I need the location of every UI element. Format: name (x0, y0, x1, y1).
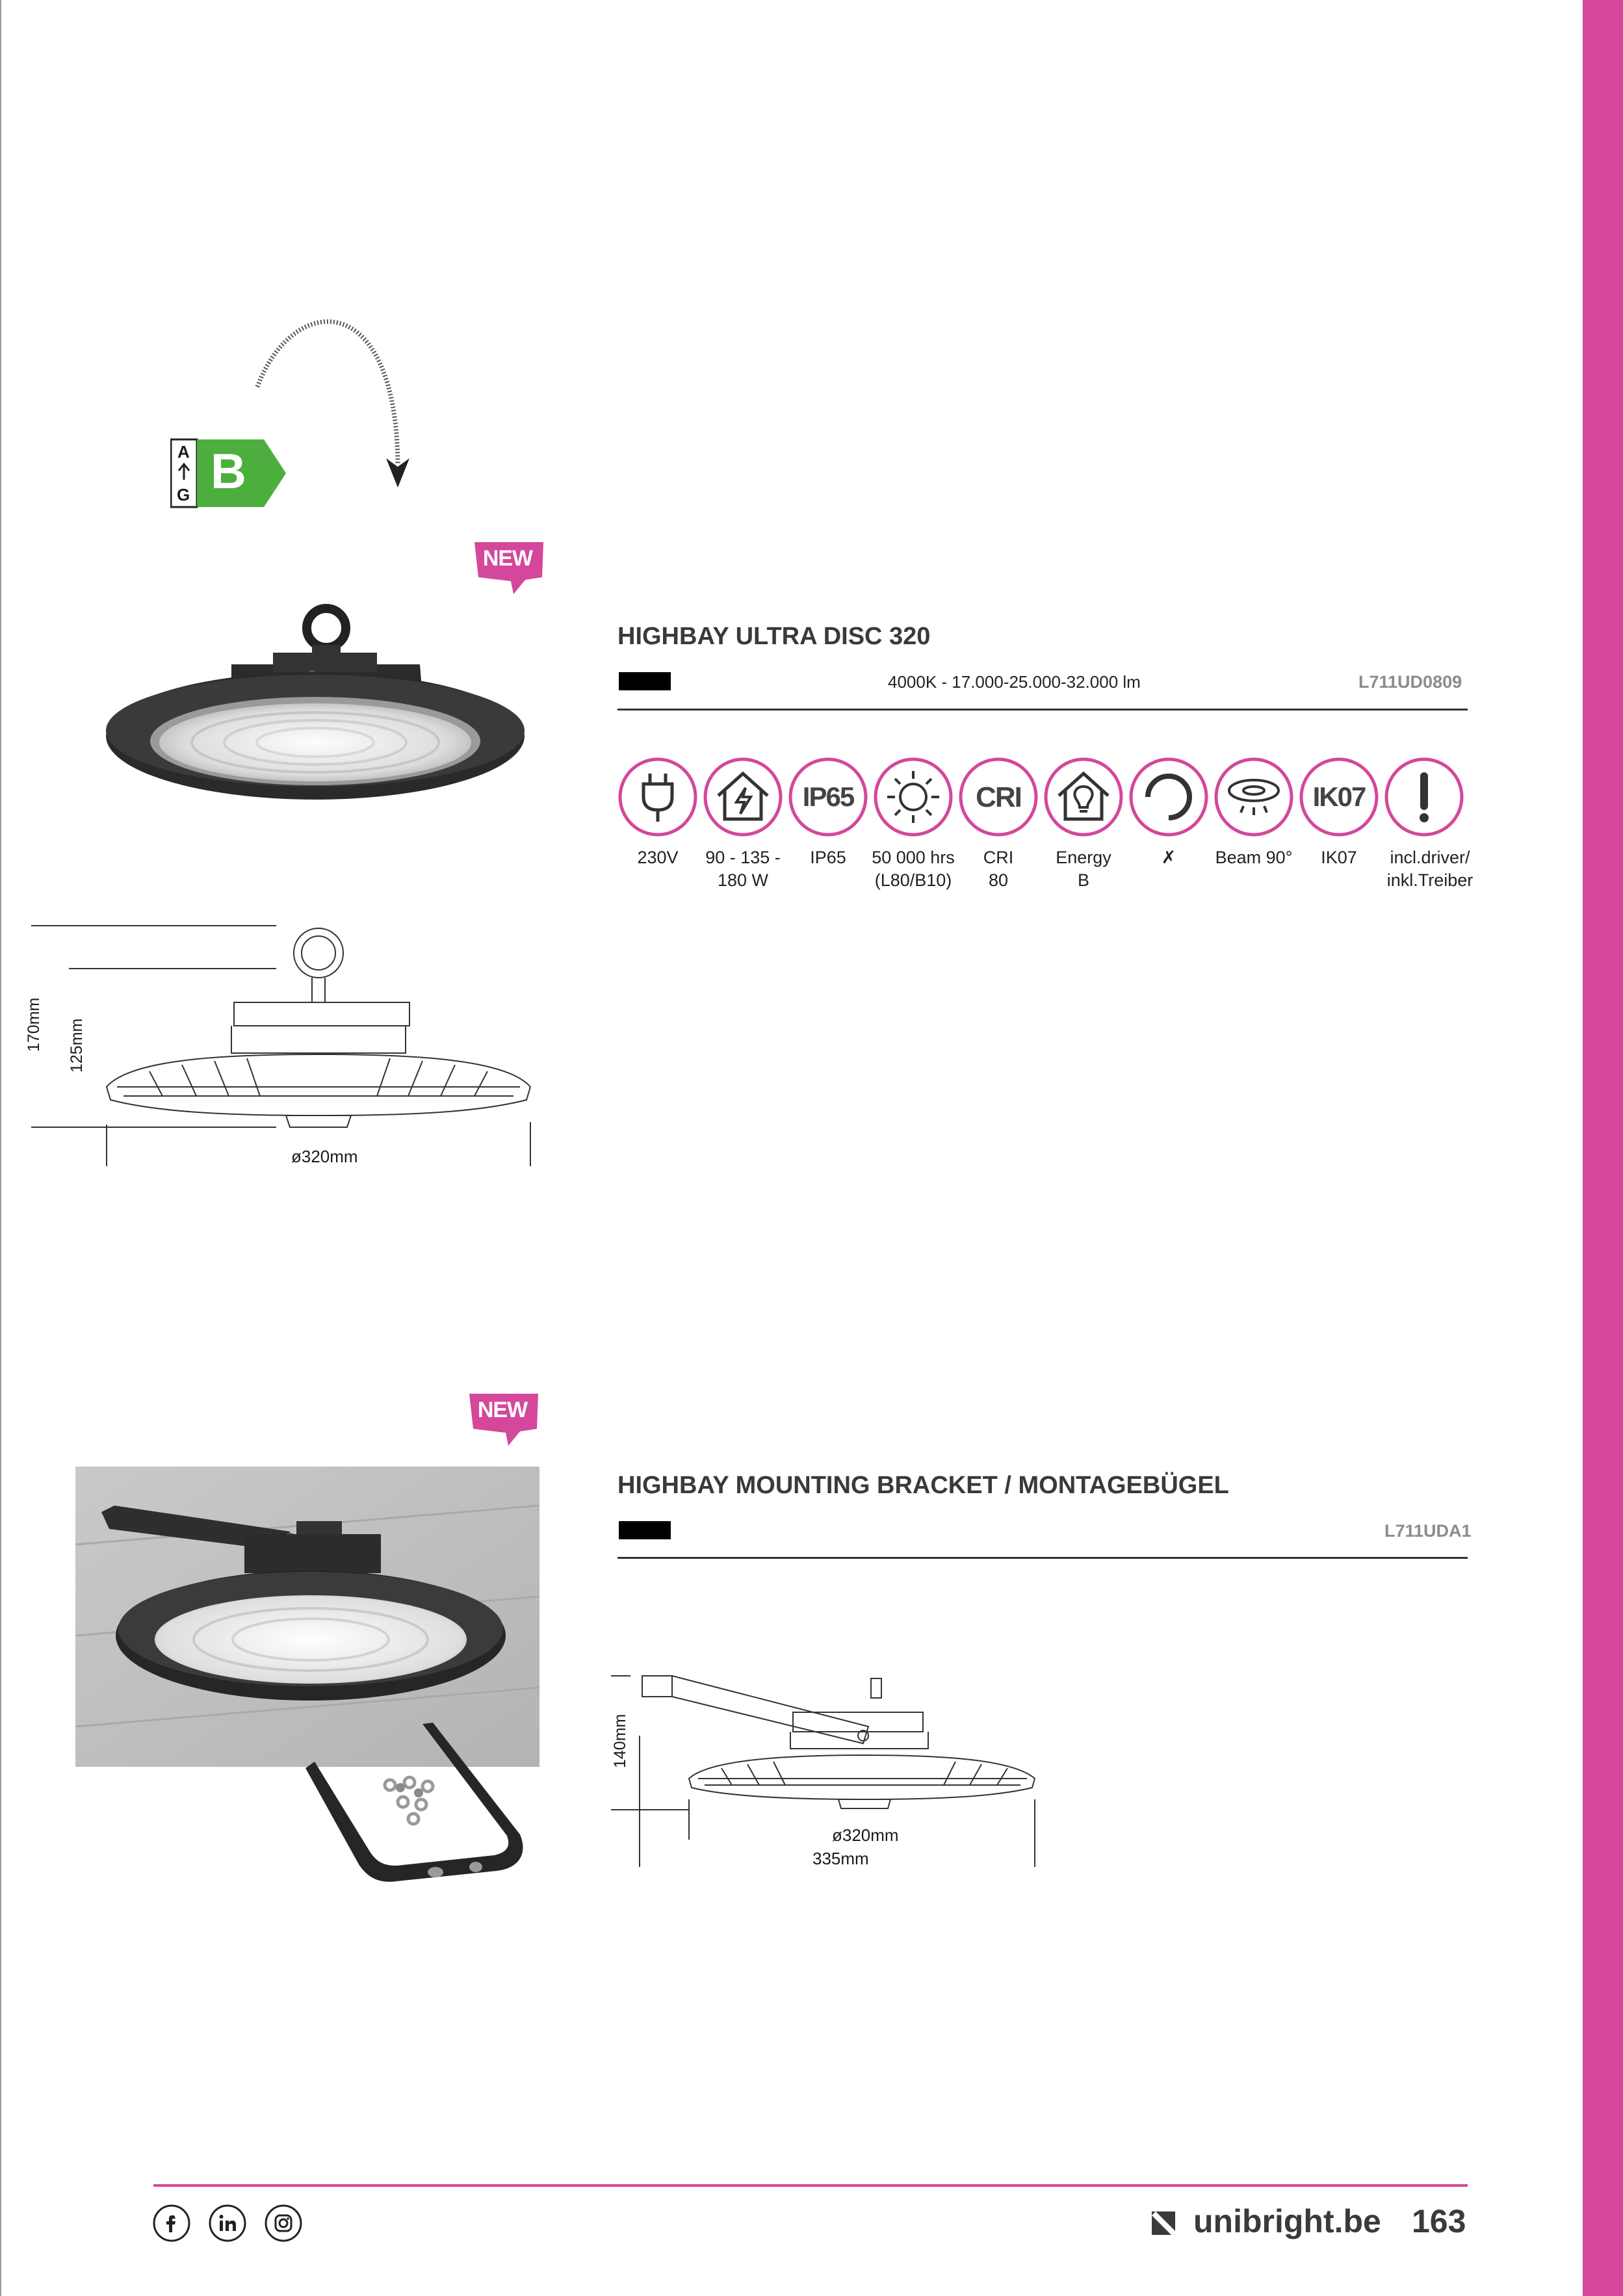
sun-icon (873, 757, 954, 837)
new-badge (473, 540, 545, 595)
dimension-height: 140mm (611, 1714, 629, 1768)
title-divider (617, 1557, 1468, 1559)
product-title: HIGHBAY ULTRA DISC 320 (617, 623, 931, 650)
technical-drawing-bracket (611, 1664, 1046, 1872)
cri-icon: CRI (958, 757, 1039, 837)
house-bulb-icon (1043, 757, 1124, 837)
website-link[interactable]: unibright.be (1193, 2203, 1381, 2239)
facebook-icon[interactable] (152, 2204, 191, 2243)
dimension-diameter: ø320mm (832, 1825, 899, 1845)
new-badge-label: NEW (477, 1398, 528, 1422)
technical-drawing-highbay (26, 917, 546, 1177)
dimension-height-body: 125mm (68, 1018, 86, 1073)
unibright-logo-icon (1150, 2210, 1176, 2236)
ip65-icon: IP65 (788, 757, 868, 837)
dimension-diameter: ø320mm (291, 1147, 358, 1166)
feature-label: IP65 (810, 848, 846, 867)
feature-label: ✗ (1161, 848, 1176, 867)
bracket-photo (299, 1723, 546, 1905)
product-code: L711UD0809 (1358, 672, 1462, 692)
instagram-icon[interactable] (264, 2204, 303, 2243)
page-edge-rule (0, 0, 1, 2296)
feature-label: Beam 90° (1215, 848, 1293, 867)
new-badge (468, 1391, 539, 1447)
energy-scale-top: A (177, 442, 190, 462)
product-title: HIGHBAY MOUNTING BRACKET / MONTAGEBÜGEL (617, 1472, 1229, 1499)
linkedin-icon[interactable] (208, 2204, 247, 2243)
energy-scale-bottom: G (177, 485, 190, 504)
page-number: 163 (1412, 2203, 1466, 2239)
energy-class: B (211, 444, 246, 499)
product-photo-mounted (75, 1467, 539, 1767)
new-badge-label: NEW (482, 546, 533, 571)
product-code: L711UDA1 (1384, 1521, 1472, 1541)
feature-label: CRI 80 (983, 848, 1014, 890)
energy-label (170, 438, 287, 508)
feature-label: incl.driver/ inkl.Treiber (1386, 848, 1474, 890)
product-spec: 4000K - 17.000-25.000-32.000 lm (888, 672, 1141, 692)
side-accent-bar (1583, 0, 1623, 2296)
color-swatch-black (619, 1521, 671, 1539)
beam-angle-icon (1214, 757, 1294, 837)
product-photo-highbay (97, 593, 533, 833)
feature-label: IK07 (1321, 848, 1357, 867)
no-dimming-icon (1128, 757, 1209, 837)
color-swatch-black (619, 672, 671, 690)
exclamation-icon (1384, 757, 1464, 837)
feature-label: 230V (637, 848, 679, 867)
house-lightning-icon (703, 757, 783, 837)
footer-divider (153, 2184, 1468, 2187)
plug-icon (617, 757, 698, 837)
feature-label: 90 - 135 - 180 W (705, 848, 781, 890)
dimension-height-total: 170mm (25, 997, 43, 1052)
title-divider (617, 709, 1468, 711)
feature-label: 50 000 hrs (L80/B10) (872, 848, 955, 890)
ik07-icon: IK07 (1299, 757, 1379, 837)
dimension-width: 335mm (812, 1849, 869, 1868)
feature-label: Energy B (1056, 848, 1111, 890)
